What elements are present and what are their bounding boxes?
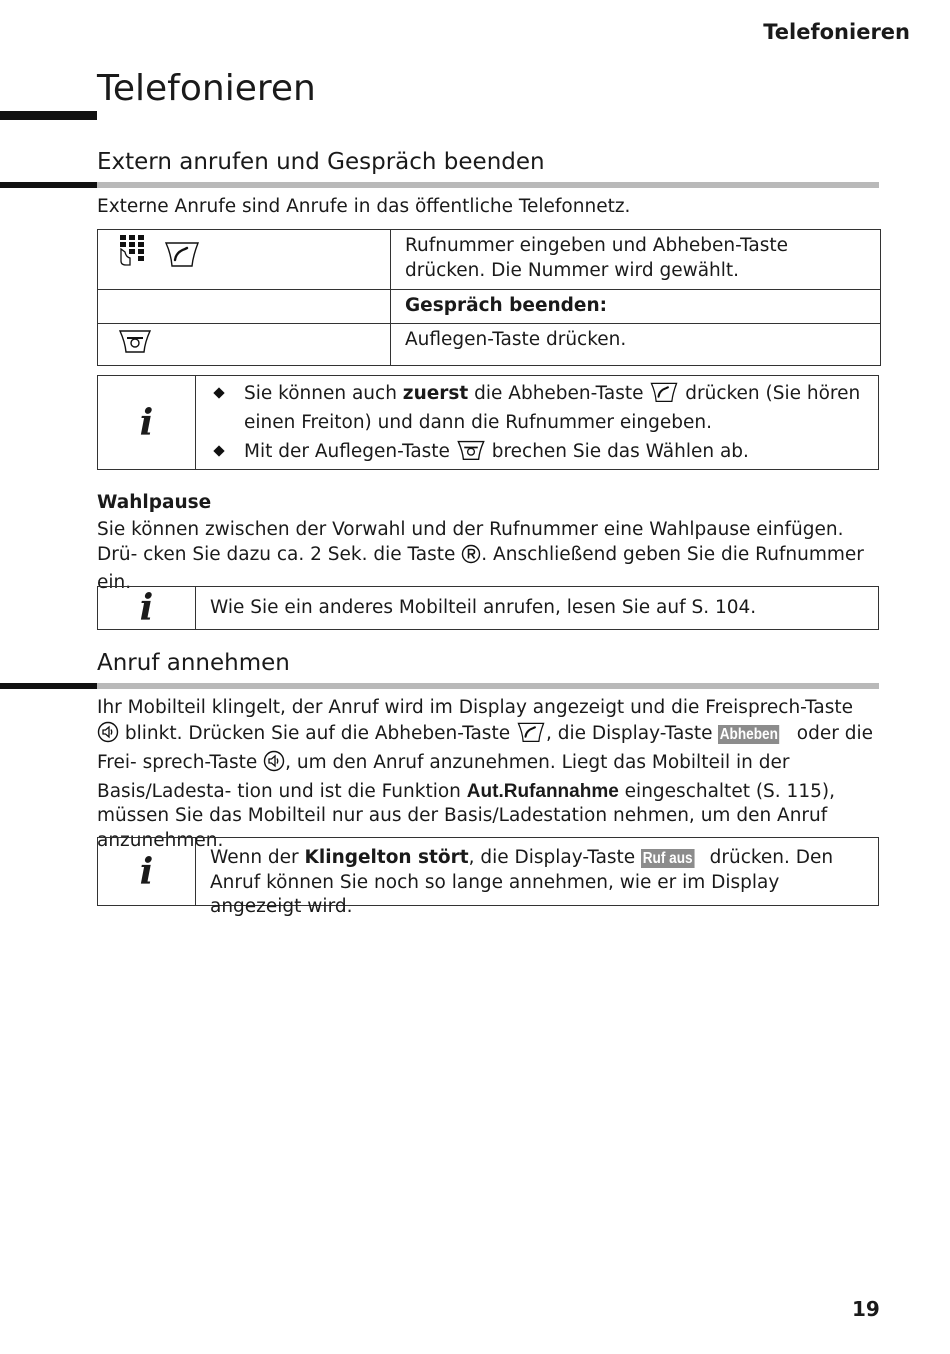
talk-key-icon — [649, 381, 679, 411]
page-number: 19 — [852, 1297, 880, 1321]
text-run: Wenn der — [210, 847, 305, 868]
info-bullet — [210, 439, 864, 469]
info-text-ringtone — [196, 838, 878, 917]
emphasis-text: Klingelton stört — [304, 847, 469, 868]
end-key-icon — [118, 328, 152, 362]
function-name: Aut.Rufannahme — [466, 780, 619, 802]
keypad-icon — [118, 234, 148, 276]
section-rule-black — [0, 683, 97, 689]
talk-key-icon — [516, 721, 546, 751]
step-row-hangup — [98, 323, 881, 366]
speaker-key-icon — [97, 721, 119, 751]
text-run: Sie können zwischen der Vorwahl und der Rufnummer eine Wahlpause einfügen. Drü- cken Sie dazu ca. 2 Sek. die Taste — [97, 519, 844, 565]
text-run: drücken (Sie hören einen Freiton) und dann die Rufnummer eingeben. — [244, 383, 861, 433]
text-run: brechen Sie das Wählen ab. — [485, 441, 749, 462]
text-run: Sie können auch — [244, 383, 403, 404]
step-text-dial: Rufnummer eingeben und Abheben-Taste drücken. Die Nummer wird gewählt. — [391, 230, 881, 290]
info-icon-cell — [98, 587, 196, 629]
info-box-ringtone — [97, 837, 879, 917]
text-run: , die Display-Taste — [545, 722, 719, 744]
section-rule-black — [0, 182, 97, 188]
text-run: eingeschaltet (S. 115), müssen Sie das Mobilteil nur aus der Basis/Ladestation nehmen, um den Anruf anzunehmen. — [97, 780, 835, 851]
steps-table — [97, 229, 881, 366]
info-text-cell — [196, 376, 878, 469]
answer-call-text — [97, 696, 879, 853]
info-icon-cell — [98, 838, 196, 905]
info-text-internal: Wie Sie ein anderes Mobilteil anrufen, lesen Sie auf S. 104. — [210, 596, 757, 618]
text-run: oder die Frei- sprech-Taste — [97, 722, 873, 773]
info-box-dialing — [97, 375, 879, 470]
step-row-end-heading — [98, 290, 881, 324]
text-run: blinkt. Drücken Sie auf die Abheben-Taste — [119, 722, 516, 744]
step-keys-empty — [98, 290, 391, 324]
info-icon: i — [139, 587, 154, 629]
section-rule-grey — [97, 182, 879, 188]
info-icon: i — [139, 850, 154, 893]
info-icon: i — [139, 401, 154, 444]
section-title-extern: Extern anrufen und Gespräch beenden — [97, 149, 545, 175]
display-key-abheben: Abheben — [720, 725, 779, 743]
speaker-key-icon — [263, 750, 285, 780]
text-run: Ihr Mobilteil klingelt, der Anruf wird im Display angezeigt und die Freisprech-Taste — [97, 697, 853, 718]
info-box-internal — [97, 586, 879, 630]
display-key-ruf-aus: Ruf aus — [642, 850, 693, 867]
step-row-dial — [98, 230, 881, 290]
step-text-hangup: Auflegen-Taste drücken. — [391, 323, 881, 366]
step-keys — [98, 230, 391, 290]
intro-text: Externe Anrufe sind Anrufe in das öffentliche Telefonnetz. — [97, 196, 631, 217]
step-heading-end: Gespräch beenden: — [391, 290, 881, 324]
chapter-rule — [0, 111, 97, 120]
text-run: , die Display-Taste — [468, 847, 642, 868]
end-key-icon — [456, 439, 486, 469]
r-key-icon — [461, 544, 481, 572]
subheading-wahlpause: Wahlpause — [97, 492, 212, 513]
pause-text — [97, 518, 879, 596]
text-run: , um den Anruf anzunehmen. Liegt das Mobilteil in der Basis/Ladesta- tion und ist die Funktion — [97, 752, 790, 802]
text-run: Mit der Auflegen-Taste — [244, 441, 456, 462]
text-run: die Abheben-Taste — [468, 383, 650, 404]
running-head: Telefonieren — [763, 20, 910, 44]
step-keys — [98, 323, 391, 366]
text-run: drücken. Den Anruf können Sie noch so lange annehmen, wie er im Display angezeigt wird. — [210, 847, 834, 917]
section-rule-grey — [97, 683, 879, 689]
info-bullet-list — [210, 381, 864, 469]
chapter-title: Telefonieren — [97, 68, 316, 109]
emphasis-text: zuerst — [402, 383, 469, 404]
section-title-annehmen: Anruf annehmen — [97, 650, 290, 676]
talk-key-icon — [164, 240, 200, 276]
info-bullet — [210, 381, 864, 435]
text-run: . Anschließend geben Sie die Rufnummer ein. — [97, 543, 864, 593]
info-icon-cell — [98, 376, 196, 469]
